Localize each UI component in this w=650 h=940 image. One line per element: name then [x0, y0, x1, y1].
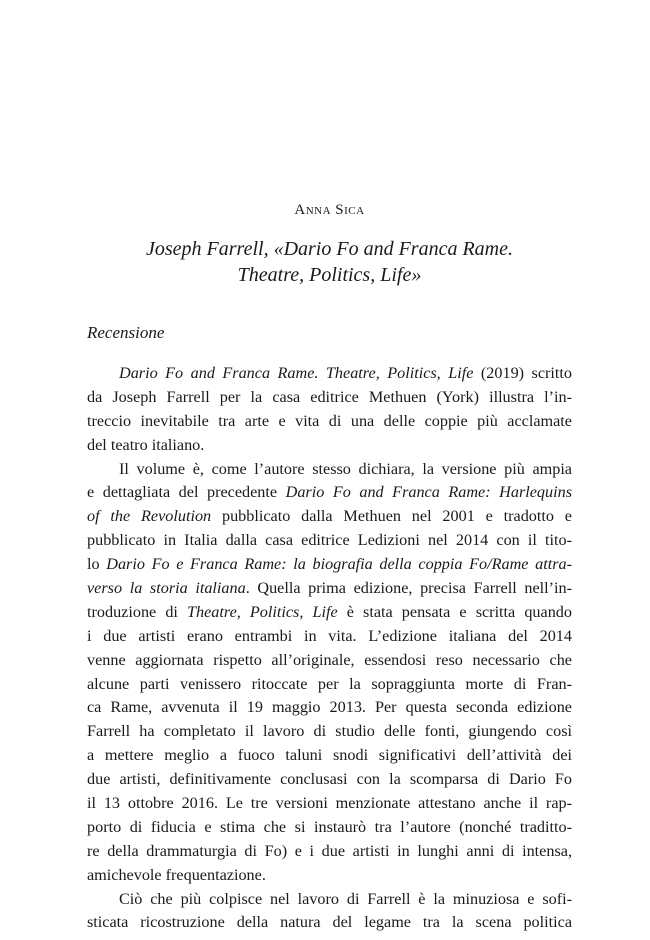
text-line	[87, 625, 572, 649]
text-line	[87, 673, 572, 697]
text-line	[87, 696, 572, 720]
text-segment: è stata pensata e scritta quando	[337, 602, 572, 621]
text-line	[87, 911, 572, 935]
text-segment: (2019) scritto	[473, 364, 572, 382]
article-title-line-2: Theatre, Politics, Life»	[237, 264, 422, 286]
italic-text-segment: Dario Fo e Franca Rame: la biografia della coppia Fo/Rame attra-	[106, 555, 572, 574]
italic-text-segment: Dario Fo and Franca Rame. Theatre, Politics, Life	[119, 364, 474, 382]
italic-text-segment: of the Revolution	[87, 507, 212, 526]
text-line	[87, 362, 572, 386]
text-line	[87, 816, 572, 840]
text-segment: venne aggiornata rispetto all’originale, essendosi reso necessario che	[87, 650, 572, 669]
text-segment: troduzione di	[87, 602, 187, 621]
text-segment: Ciò che più colpisce nel lavoro di Farrell è la minuziosa e sofi-	[119, 889, 572, 908]
text-segment: pubblicato dalla Methuen nel 2001 e tradotto e	[211, 507, 572, 526]
text-line	[87, 481, 572, 505]
italic-text-segment: verso la storia italiana	[87, 579, 246, 598]
text-segment: amichevole frequentazione.	[87, 865, 266, 884]
text-line	[87, 386, 572, 410]
text-segment: i due artisti erano entrambi in vita. L’edizione italiana del 2014	[87, 626, 572, 645]
text-line	[87, 577, 572, 601]
text-line	[87, 768, 572, 792]
italic-text-segment: Theatre, Politics, Life	[187, 602, 338, 621]
text-line	[87, 888, 572, 912]
text-segment: il 13 ottobre 2016. Le tre versioni menzionate attestano anche il rap-	[87, 794, 572, 813]
text-segment: da Joseph Farrell per la casa editrice Methuen (York) illustra l’in-	[87, 387, 572, 406]
text-line	[87, 601, 572, 625]
text-segment: pubblicato in Italia dalla casa editrice Ledizioni nel 2014 con il tito-	[87, 531, 572, 550]
text-line	[87, 410, 572, 434]
text-segment: e dettagliata del precedente	[87, 483, 286, 502]
text-segment: ca Rame, avvenuta il 19 maggio 2013. Per questa seconda edizione	[87, 698, 572, 717]
section-label: Recensione	[87, 323, 165, 342]
text-line	[87, 505, 572, 529]
text-segment: Il volume è, come l’autore stesso dichiara, la versione più ampia	[119, 459, 572, 478]
text-segment: due artisti, definitivamente conclusasi con la scomparsa di Dario Fo	[87, 770, 572, 789]
text-line	[87, 553, 572, 577]
article-title	[87, 236, 572, 288]
text-segment: re della drammaturgia di Fo) e i due artisti in lunghi anni di intensa,	[87, 841, 572, 860]
text-segment: a mettere meglio a fuoco taluni snodi significativi dell’attività dei	[87, 746, 572, 765]
text-segment: . Quella prima edizione, precisa Farrell nell’in-	[245, 579, 572, 598]
text-line	[87, 434, 572, 458]
article-author: Anna Sica	[294, 202, 365, 218]
text-segment: lo	[87, 555, 107, 574]
text-line	[87, 720, 572, 744]
text-segment: sticata ricostruzione della natura del legame tra la scena politica	[87, 913, 572, 932]
italic-text-segment: Dario Fo and Franca Rame: Harlequins	[285, 483, 572, 502]
text-line	[87, 792, 572, 816]
text-line	[87, 649, 572, 673]
text-line	[87, 458, 572, 482]
text-segment: Farrell ha completato il lavoro di studio delle fonti, giungendo così	[87, 722, 572, 741]
text-line	[87, 864, 572, 888]
article-title-line-1: Joseph Farrell, «Dario Fo and Franca Rame.	[146, 238, 513, 260]
text-segment: del teatro italiano.	[87, 435, 205, 454]
text-line	[87, 529, 572, 553]
body-text	[87, 362, 572, 935]
text-line	[87, 744, 572, 768]
text-segment: treccio inevitabile tra arte e vita di una delle coppie più acclamate	[87, 411, 572, 430]
text-line	[87, 840, 572, 864]
text-segment: alcune parti venissero ritoccate per la sopraggiunta morte di Fran-	[87, 674, 572, 693]
text-segment: porto di fiducia e stima che si instaurò tra l’autore (nonché traditto-	[87, 817, 572, 836]
